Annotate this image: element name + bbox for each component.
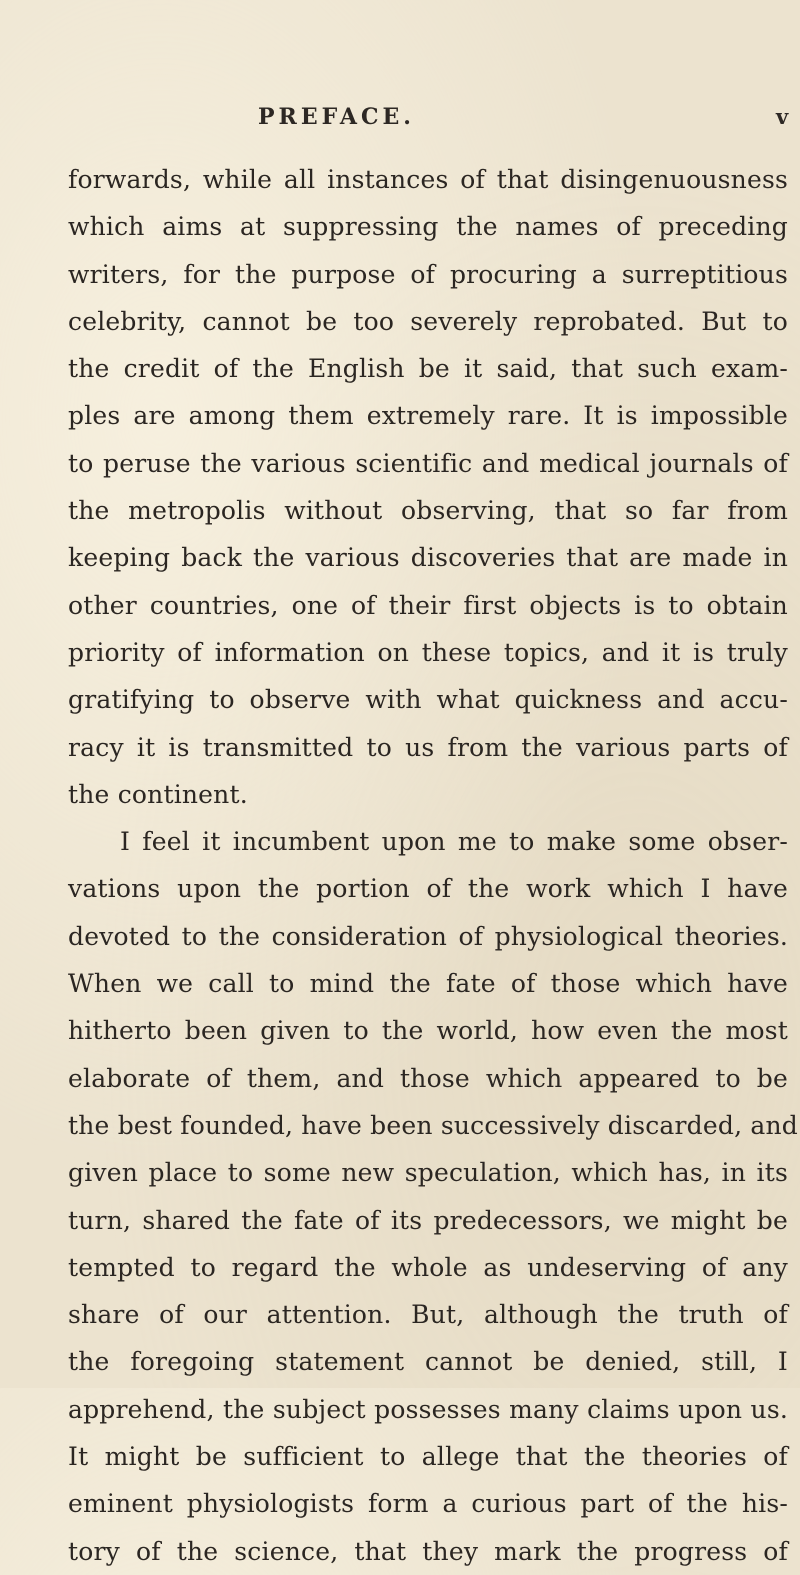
text-line: the metropolis without observing, that so far from <box>68 496 788 526</box>
text-line: It might be sufficient to allege that the theories of <box>68 1442 788 1472</box>
text-line: racy it is transmitted to us from the various parts of <box>68 732 788 762</box>
running-title: PREFACE. <box>258 104 415 130</box>
text-line: the best founded, have been successively discarded, and <box>68 1110 798 1140</box>
text-line: ples are among them extremely rare. It is impossible <box>68 401 788 431</box>
text-line: gratifying to observe with what quickness and accu- <box>68 685 788 715</box>
text-line: the foregoing statement cannot be denied, still, I <box>68 1347 788 1377</box>
text-line: priority of information on these topics, and it is truly <box>68 637 788 667</box>
text-line: apprehend, the subject possesses many claims upon us. <box>68 1394 788 1424</box>
text-line: celebrity, cannot be too severely reprobated. But to <box>68 306 788 336</box>
text-line-paragraph-start: I feel it incumbent upon me to make some obser- <box>120 827 788 857</box>
text-line: devoted to the consideration of physiological theories. <box>68 921 788 951</box>
text-line: which aims at suppressing the names of preceding <box>68 212 788 242</box>
text-line: tempted to regard the whole as undeserving of any <box>68 1252 788 1282</box>
text-line: elaborate of them, and those which appeared to be <box>68 1063 788 1093</box>
text-line: writers, for the purpose of procuring a surreptitious <box>68 259 788 289</box>
text-line: tory of the science, that they mark the progress of <box>68 1536 788 1566</box>
text-line: hitherto been given to the world, how even the most <box>68 1016 788 1046</box>
text-line: the credit of the English be it said, that such exam- <box>68 354 788 384</box>
text-line: turn, shared the fate of its predecessors, we might be <box>68 1205 788 1235</box>
text-line: forwards, while all instances of that disingenuousness <box>68 165 788 194</box>
body-text <box>68 156 798 1575</box>
page-number: v <box>776 104 789 129</box>
text-line: the continent. <box>68 779 248 809</box>
text-line: When we call to mind the fate of those which have <box>68 969 788 999</box>
text-line: to peruse the various scientific and medical journals of <box>68 448 788 478</box>
text-line: keeping back the various discoveries that are made in <box>68 543 788 573</box>
text-line: given place to some new speculation, which has, in its <box>68 1158 788 1188</box>
text-line: other countries, one of their first objects is to obtain <box>68 590 788 620</box>
text-line: share of our attention. But, although the truth of <box>68 1300 788 1330</box>
running-head <box>258 104 798 144</box>
text-line: eminent physiologists form a curious part of the his- <box>68 1489 788 1519</box>
text-line: vations upon the portion of the work which I have <box>68 874 788 904</box>
